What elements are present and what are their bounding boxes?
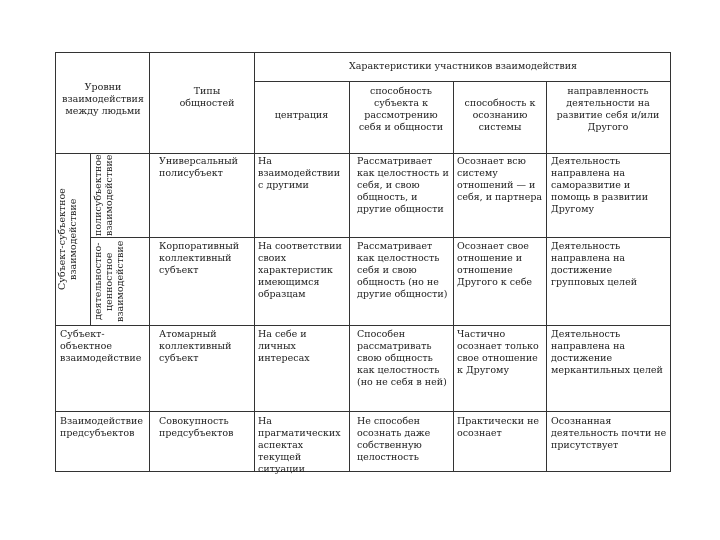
table-border-left <box>55 52 56 472</box>
row2-direction: Деятельность направлена на достижение групповых целей <box>551 241 638 288</box>
vline-level-inner-1 <box>90 153 91 325</box>
row1-centration: На взаимодействии с другими <box>258 156 341 191</box>
row1-type: Универсальный полисубъект <box>159 156 238 179</box>
row4-type: Совокупность предсубъектов <box>159 416 234 439</box>
row1-direction: Деятельность направлена на саморазвитие и помощь в развитии Другому <box>551 156 649 215</box>
table-border-top <box>55 52 671 53</box>
side-subject-subject: Субъект-субъектное взаимодействие <box>57 188 79 290</box>
side-polysubject: полисубъектное взаимодействие <box>93 154 115 236</box>
row2-aware: Осознает свое отношение и отношение Другого к себе <box>457 241 533 288</box>
row4-level: Взаимодействие предсубъектов <box>60 416 143 439</box>
row3-level: Субъект-объектное взаимодействие <box>60 329 142 364</box>
row4-centration: На прагматических аспектах текущей ситуации <box>258 416 341 475</box>
row4-direction: Осознанная деятельность почти не присутствует <box>551 416 667 451</box>
row2-view: Рассматривает как целостность себя и свою общность (но не другие общности) <box>357 241 448 300</box>
hline-row2-bottom <box>55 325 671 326</box>
header-centration: центрация <box>274 110 329 121</box>
row3-type: Атомарный коллективный субъект <box>159 329 232 364</box>
hline-header-bottom <box>55 153 671 154</box>
vline-level-inner-2 <box>149 52 150 472</box>
row1-view: Рассматривает как целостность и себя, и свою общность, и другие общности <box>357 156 449 215</box>
row3-view: Способен рассматривать свою общность как целостность (но не себя в ней) <box>357 329 447 388</box>
vline-view <box>453 81 454 472</box>
characteristics-table <box>55 52 671 475</box>
header-direction: направленность деятельности на развитие себя и/или Другого <box>556 86 660 133</box>
table-border-right <box>670 52 671 472</box>
header-types: Типы общностей <box>179 86 235 109</box>
side-activity-value: деятельностно-ценностное взаимодействие <box>93 240 126 323</box>
header-ability-aware: способность к осознанию системы <box>464 98 536 133</box>
table-border-bottom <box>55 471 671 472</box>
header-characteristics: Характеристики участников взаимодействия <box>348 61 578 72</box>
row2-centration: На соответствии своих характеристик имеющимся образцам <box>258 241 342 300</box>
row2-type: Корпоративный коллективный субъект <box>159 241 240 276</box>
hline-row1-bottom <box>90 237 671 238</box>
row1-aware: Осознает всю систему отношений — и себя, и партнера <box>457 156 543 203</box>
vline-aware <box>546 81 547 472</box>
row4-aware: Практически не осознает <box>457 416 540 439</box>
hline-row3-bottom <box>55 411 671 412</box>
vline-centration <box>349 81 350 472</box>
header-ability-view: способность субъекта к рассмотрению себя и общности <box>358 86 444 133</box>
row3-centration: На себе и личных интересах <box>258 329 310 364</box>
header-levels: Уровни взаимодействия между людьми <box>62 82 144 117</box>
hline-char-header <box>254 81 671 82</box>
row4-view: Не способен осознать даже собственную целостность <box>357 416 431 463</box>
row3-aware: Частично осознает только свое отношение к Другому <box>457 329 539 376</box>
row3-direction: Деятельность направлена на достижение меркантильных целей <box>551 329 663 376</box>
